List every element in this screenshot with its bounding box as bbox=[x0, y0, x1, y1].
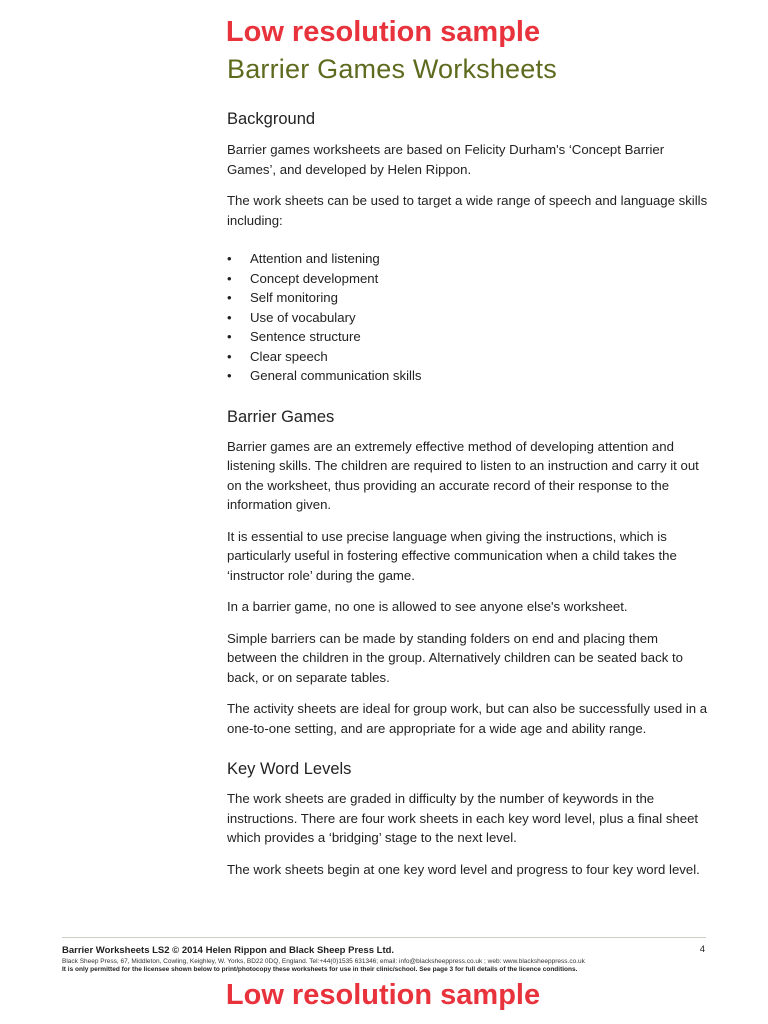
list-item: • Self monitoring bbox=[227, 288, 709, 308]
footer-divider bbox=[62, 937, 706, 938]
page-number: 4 bbox=[699, 944, 705, 955]
barrier-games-paragraph-3: In a barrier game, no one is allowed to see anyone else's worksheet. bbox=[227, 599, 628, 614]
bullet-icon: • bbox=[227, 329, 232, 344]
list-item: • Clear speech bbox=[227, 347, 709, 367]
list-item: • Attention and listening bbox=[227, 249, 709, 269]
heading-barrier-games: Barrier Games bbox=[227, 407, 335, 426]
key-word-levels-paragraph-2: The work sheets begin at one key word level and progress to four key word level. bbox=[227, 861, 700, 877]
watermark-top: Low resolution sample bbox=[225, 16, 541, 48]
barrier-games-paragraph-2: It is essential to use precise language when giving the instructions, which is particularly useful in fostering effective communication when a child takes the ‘instructor role’ during the game. bbox=[227, 528, 677, 583]
document-body bbox=[227, 54, 709, 879]
heading-key-word-levels: Key Word Levels bbox=[227, 760, 352, 778]
bullet-icon: • bbox=[227, 270, 232, 286]
key-word-levels-paragraph-1: The work sheets are graded in difficulty by the number of keywords in the instructions. There are four work sheets in each key word level, plus a final sheet which provides a ‘bridging’ stage to the next level. bbox=[227, 791, 699, 845]
skills-list bbox=[227, 249, 709, 386]
footer-address: Black Sheep Press, 67, Middleton, Cowling, Keighley, W. Yorks, BD22 0DQ, England. Tel:+44(0)1535 631346; email: info@blacksheeppress.co.uk ; web: www.blacksheeppress.co.uk bbox=[62, 958, 585, 965]
list-item: • Concept development bbox=[227, 269, 709, 289]
list-item: • Sentence structure bbox=[227, 327, 709, 347]
list-item: • Use of vocabulary bbox=[227, 308, 709, 328]
page-title: Barrier Games Worksheets bbox=[227, 54, 557, 84]
bullet-icon: • bbox=[227, 251, 232, 266]
background-paragraph-2: The work sheets can be used to target a wide range of speech and language skills including: bbox=[227, 193, 708, 228]
barrier-games-paragraph-4: Simple barriers can be made by standing folders on end and placing them between the children in the group. Alternatively children can be seated back to back, or on separate tables. bbox=[227, 630, 683, 685]
background-paragraph-1: Barrier games worksheets are based on Felicity Durham's ‘Concept Barrier Games’, and developed by Helen Rippon. bbox=[227, 142, 665, 177]
footer-licence: It is only permitted for the licensee shown below to print/photocopy these worksheets for use in their clinic/school. See page 3 for full details of the licence conditions. bbox=[62, 966, 578, 973]
bullet-icon: • bbox=[227, 348, 232, 364]
barrier-games-paragraph-5: The activity sheets are ideal for group work, but can also be successfully used in a one-to-one setting, and are appropriate for a wide age and ability range. bbox=[227, 701, 708, 736]
footer bbox=[62, 945, 706, 973]
footer-title: Barrier Worksheets LS2 © 2014 Helen Rippon and Black Sheep Press Ltd. bbox=[62, 945, 395, 956]
bullet-icon: • bbox=[227, 290, 232, 305]
bullet-icon: • bbox=[227, 309, 232, 325]
watermark-bottom: Low resolution sample bbox=[225, 979, 541, 1011]
barrier-games-paragraph-1: Barrier games are an extremely effective method of developing attention and listening skills. The children are required to listen to an instruction and carry it out on the worksheet, thus providing an accurate record of their response to the information given. bbox=[227, 438, 699, 512]
list-item: • General communication skills bbox=[227, 366, 709, 386]
heading-background: Background bbox=[227, 110, 316, 128]
bullet-icon: • bbox=[227, 368, 232, 383]
